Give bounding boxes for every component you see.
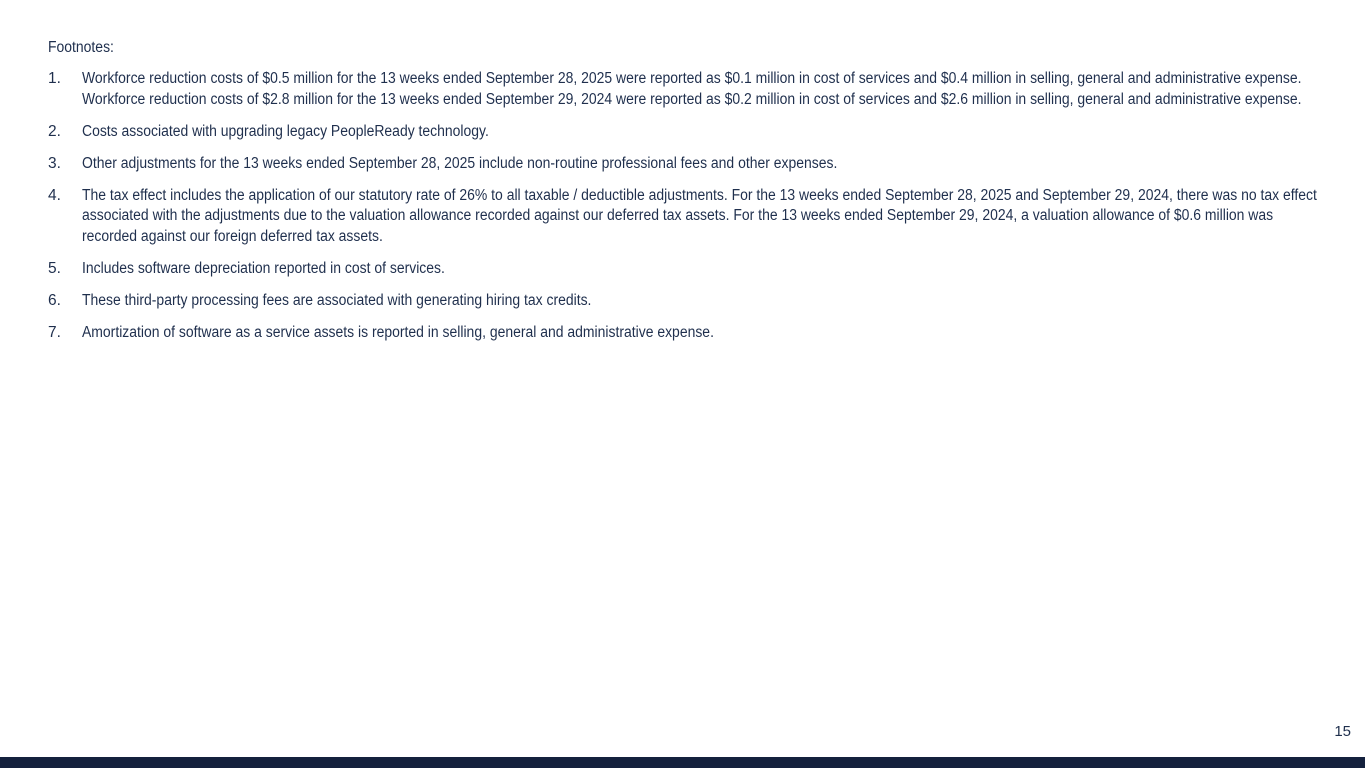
footnote-text: These third-party processing fees are associated with generating hiring tax credits. <box>82 291 592 309</box>
footnote-item <box>48 122 1348 143</box>
footnote-item <box>48 154 1348 175</box>
footnote-item <box>48 323 1348 344</box>
footnote-number: 2. <box>48 122 61 140</box>
footnote-number: 4. <box>48 186 61 204</box>
footnote-item <box>48 69 1348 110</box>
footnote-text: Workforce reduction costs of $0.5 million for the 13 weeks ended September 28, 2025 were reported as $0.1 million in cost of services and $0.4 million in selling, general and administrative expense. Workforce reduction costs of $2.8 million for the 13 weeks ended September 29, 2024 were reported as $0.2 million in cost of services and $2.6 million in selling, general and administrative expense. <box>82 70 1302 108</box>
footnote-number: 5. <box>48 259 61 277</box>
footnote-item <box>48 259 1348 280</box>
footnotes-heading: Footnotes: <box>48 39 114 56</box>
footnote-number: 1. <box>48 70 61 87</box>
footnote-text: The tax effect includes the application of our statutory rate of 26% to all taxable / deductible adjustments. For the 13 weeks ended September 28, 2025 and September 29, 2024, there was no tax effect associated with the adjustments due to the valuation allowance recorded against our deferred tax assets. For the 13 weeks ended September 29, 2024, a valuation allowance of $0.6 million was recorded against our foreign deferred tax assets. <box>82 186 1317 245</box>
footnote-text: Costs associated with upgrading legacy PeopleReady technology. <box>82 122 489 140</box>
footnote-number: 6. <box>48 291 61 309</box>
footnote-text: Includes software depreciation reported in cost of services. <box>82 259 445 277</box>
footnote-list <box>48 69 1348 355</box>
page-number: 15 <box>1334 723 1351 740</box>
footnote-number: 7. <box>48 323 61 341</box>
footnote-item <box>48 186 1348 248</box>
footnote-item <box>48 291 1348 312</box>
footnote-text: Amortization of software as a service assets is reported in selling, general and administrative expense. <box>82 323 714 341</box>
footnote-text: Other adjustments for the 13 weeks ended September 28, 2025 include non-routine professional fees and other expenses. <box>82 154 838 172</box>
footnote-number: 3. <box>48 154 61 172</box>
footer-bar <box>0 757 1365 768</box>
